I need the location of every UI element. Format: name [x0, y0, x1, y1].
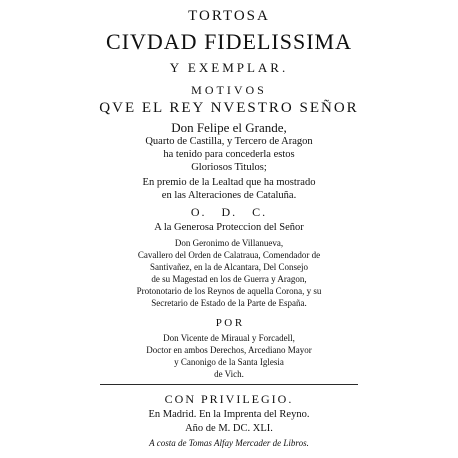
king-line-1: Quarto de Castilla, y Tercero de Aragon — [145, 136, 313, 147]
author-line-4: de Vich. — [214, 369, 244, 379]
rule-divider — [100, 384, 358, 385]
dedication-line-6: Protonotario de los Reynos de aquella Corona, y su — [136, 286, 322, 296]
imprint-line-1: En Madrid. En la Imprenta del Reyno. — [148, 409, 310, 420]
king-name: Don Felipe el Grande, — [171, 120, 287, 135]
author-line-1: Don Vicente de Miraual y Forcadell, — [163, 333, 295, 343]
dedication-line-1: A la Generosa Proteccion del Señor — [154, 222, 304, 233]
odc-line: O. D. C. — [190, 205, 268, 219]
author-line-3: y Canonigo de la Santa Iglesia — [174, 357, 284, 367]
premio-line-1: En premio de la Lealtad que ha mostrado — [142, 177, 316, 188]
dedication-line-4: Santivañez, en la de Alcantara, Del Consejo — [150, 262, 308, 272]
author-line-2: Doctor en ambos Derechos, Arcediano Mayor — [146, 345, 312, 355]
rey-line: QVE EL REY NVESTRO SEÑOR — [99, 100, 359, 116]
king-line-3: Gloriosos Titulos; — [191, 162, 267, 173]
city-title: CIVDAD FIDELISSIMA — [106, 29, 352, 54]
premio-line-2: en las Alteraciones de Cataluña. — [161, 190, 297, 201]
dedication-line-5: de su Magestad en los de Guerra y Aragon, — [151, 274, 307, 284]
dedication-line-7: Secretario de Estado de la Parte de España. — [151, 298, 307, 308]
motivos-heading: MOTIVOS — [191, 83, 267, 97]
dedication-line-3: Cavallero del Orden de Calatraua, Comendador de — [137, 250, 321, 260]
dedication-line-2: Don Geronimo de Villanueva, — [174, 238, 284, 248]
city-subtitle: Y EXEMPLAR. — [169, 60, 289, 75]
por-line: P O R — [215, 317, 243, 329]
privilegio-line: CON PRIVILEGIO. — [164, 392, 294, 406]
imprint-line-2: Año de M. DC. XLI. — [185, 423, 273, 434]
king-line-2: ha tenido para concederla estos — [163, 149, 295, 160]
imprint-line-3: A costa de Tomas Alfay Mercader de Libros. — [149, 438, 309, 448]
city-heading: TORTOSA — [188, 8, 270, 24]
